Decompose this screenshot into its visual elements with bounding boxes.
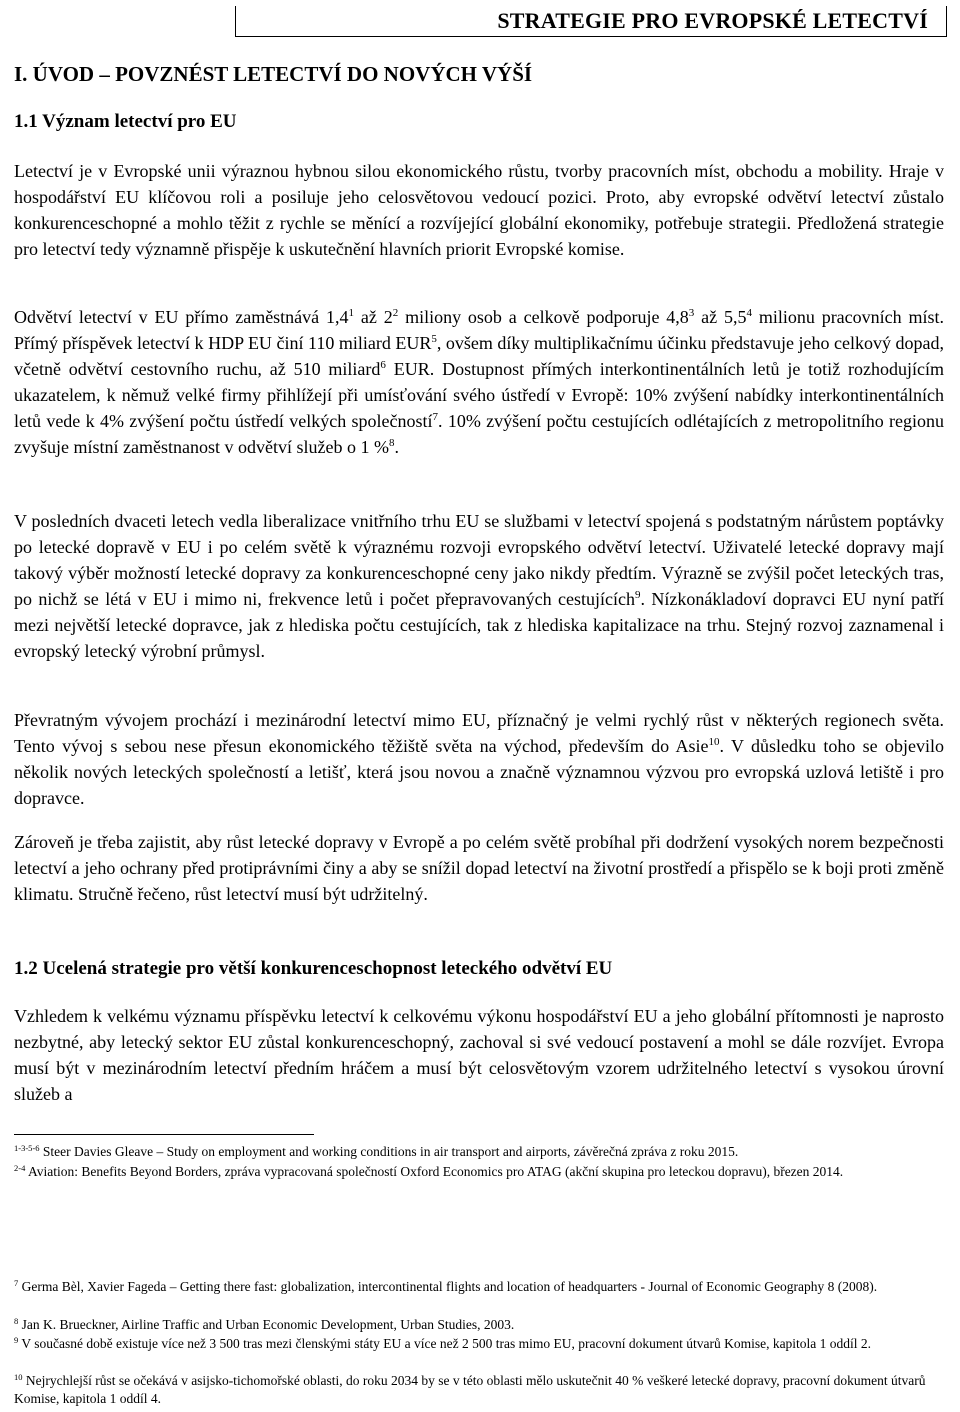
footnote xyxy=(14,1278,944,1296)
footnote-ref: 1 xyxy=(348,307,355,319)
footnote-ref: 4 xyxy=(746,307,752,319)
text-run: až 2 xyxy=(354,307,393,327)
paragraph-1 xyxy=(14,158,944,262)
footnote-ref: 9 xyxy=(635,589,641,601)
footnote-ref: 2 xyxy=(392,307,399,319)
paragraph-3-text xyxy=(14,508,944,664)
text-run: . 10% zvýšení počtu cestujících odlétajících z metropolitního regionu zvyšuje místní zaměstnanost v odvětví služeb o 1 % xyxy=(14,411,945,457)
footnote-text: Nejrychlejší růst se očekává v asijsko-tichomořské oblasti, do roku 2034 by se v této oblasti mělo uskutečnit 40 % veškeré letecké dopravy, pracovní dokument útvarů Komise, kapitola 1 oddíl 4. xyxy=(14,1373,926,1406)
footnote-mark: 7 xyxy=(14,1278,19,1288)
text-run: . V důsledku toho se objevilo několik nových leteckých společností a letišť, která jsou novou a značně významnou výzvou pro evropská uzlová letiště i pro dopravce. xyxy=(14,736,944,808)
paragraph-3 xyxy=(14,508,944,664)
paragraph-1-text: Letectví je v Evropské unii výraznou hybnou silou ekonomického růstu, tvorby pracovních míst, obchodu a mobility. Hraje v hospodářství EU klíčovou roli a posiluje jeho celosvětovou vedoucí pozici. Proto, aby evropské odvětví letectví zůstalo konkurenceschopné a mohlo těžit z rychle se měnící a rozvíjející globální ekonomiky, potřebuje strategii. Předložená strategie pro letectví tedy významně přispěje k uskutečnění hlavních priorit Evropské komise. xyxy=(14,161,944,259)
paragraph-4 xyxy=(14,707,944,811)
footnote xyxy=(14,1335,944,1353)
text-run: , ovšem díky multiplikačnímu účinku představuje jeho celkový dopad, včetně odvětví cestovního ruchu, až 510 miliard xyxy=(14,333,944,379)
text-run: EUR. Dostupnost přímých interkontinentálních letů je totiž rozhodujícím ukazatelem, k němuž velké firmy přihlížejí při umísťování svého ústředí v Evropě: 10% zvýšení nabídky interkontinentálních letů vede k 4% zvýšení počtu ústředí velkých společností xyxy=(14,359,944,431)
footnote-text: Germa Bèl, Xavier Fageda – Getting there fast: globalization, intercontinental flights and location of headquarters - Journal of Economic Geography 8 (2008). xyxy=(18,1279,878,1294)
paragraph-5 xyxy=(14,829,944,907)
footnote-ref: 8 xyxy=(388,437,395,449)
text-run: milionu pracovních míst. Přímý příspěvek letectví k HDP EU činí 110 miliard EUR xyxy=(14,307,945,353)
footnote-text: Aviation: Benefits Beyond Borders, zpráva vypracovaná společností Oxford Economics pro ATAG (akční skupina pro leteckou dopravu), březen 2014. xyxy=(25,1164,844,1179)
footnote-mark: 9 xyxy=(14,1335,19,1345)
paragraph-5-text: Zároveň je třeba zajistit, aby růst letecké dopravy v Evropě a po celém světě probíhal při dodržení vysokých norem bezpečnosti letectví a jeho ochrany před protiprávními činy a aby se snížil dopad letectví na životní prostředí a přispělo se k boji proti změně klimatu. Stručně řečeno, růst letectví musí být udržitelný. xyxy=(14,832,944,904)
text-run: Odvětví letectví v EU přímo zaměstnává 1,4 xyxy=(14,307,349,327)
footnote-ref: 3 xyxy=(688,307,695,319)
document-header-box xyxy=(235,6,947,37)
footnote-ref: 6 xyxy=(380,359,386,371)
document-title: STRATEGIE PRO EVROPSKÉ LETECTVÍ xyxy=(497,8,928,33)
text-run: miliony osob a celkově podporuje 4,8 xyxy=(398,307,689,327)
footnote-separator xyxy=(14,1134,314,1135)
footnote-ref: 10 xyxy=(708,736,720,748)
paragraph-2 xyxy=(14,304,944,460)
text-run: až 5,5 xyxy=(694,307,747,327)
footnote-text: Jan K. Brueckner, Airline Traffic and Urban Economic Development, Urban Studies, 2003. xyxy=(18,1317,515,1332)
footnote-text: Steer Davies Gleave – Study on employment and working conditions in air transport and airports, závěrečná zpráva z roku 2015. xyxy=(39,1144,739,1159)
footnote-ref: 5 xyxy=(431,333,437,345)
footnote-mark: 10 xyxy=(14,1372,23,1382)
footnote-mark: 1-3-5-6 xyxy=(14,1143,40,1153)
text-run: . xyxy=(394,437,399,457)
footnote xyxy=(14,1143,944,1161)
text-run: V posledních dvaceti letech vedla liberalizace vnitřního trhu EU se službami v letectví spojená s podstatným nárůstem poptávky po letecké dopravě v EU i po celém světě k výraznému rozvoji evropského odvětví letectví. Uživatelé letecké dopravy mají takový výběr možností letecké dopravy za konkurenceschopné ceny jako nikdy předtím. Výrazně se zvýšil počet leteckých tras, po nichž se létá v EU i mimo ni, frekvence letů i počet přepravovaných cestujících xyxy=(14,511,944,609)
paragraph-6-text: Vzhledem k velkému významu příspěvku letectví k celkovému výkonu hospodářství EU a jeho globální přítomnosti je naprosto nezbytné, aby letecký sektor EU zůstal konkurenceschopný, zachoval si své vedoucí postavení a mohl se dále rozvíjet. Evropa musí být v mezinárodním letectví předním hráčem a musí být celosvětovým vzorem udržitelného letectví s vysokou úrovní služeb a xyxy=(14,1006,944,1104)
text-run: . Nízkonákladoví dopravci EU nyní patří mezi největší letecké dopravce, jak z hlediska počtu cestujících, tak z hlediska kapitalizace na trhu. Stejný rozvoj zaznamenal i evropský letecký výrobní průmysl. xyxy=(14,589,944,661)
footnote xyxy=(14,1316,944,1334)
footnote xyxy=(14,1163,944,1181)
footnote-text: V současné době existuje více než 3 500 tras mezi členskými státy EU a více než 2 500 tras mimo EU, pracovní dokument útvarů Komise, kapitola 1 oddíl 2. xyxy=(18,1336,872,1351)
paragraph-4-text xyxy=(14,707,944,811)
footnote xyxy=(14,1372,944,1408)
paragraph-2-text xyxy=(14,304,944,460)
text-run: Převratným vývojem prochází i mezinárodní letectví mimo EU, příznačný je velmi rychlý růst v některých regionech světa. Tento vývoj s sebou nese přesun ekonomického těžiště světa na východ, především do Asie xyxy=(14,710,944,756)
footnote-ref: 7 xyxy=(432,411,439,423)
section-heading-1-2: 1.2 Ucelená strategie pro větší konkurenceschopnost leteckého odvětví EU xyxy=(14,958,613,979)
footnote-mark: 8 xyxy=(14,1316,19,1326)
section-heading-1-1: 1.1 Význam letectví pro EU xyxy=(14,111,237,132)
chapter-heading: I. ÚVOD – POVZNÉST LETECTVÍ DO NOVÝCH VÝŠÍ xyxy=(14,62,533,86)
footnote-mark: 2-4 xyxy=(14,1163,26,1173)
paragraph-6 xyxy=(14,1003,944,1107)
